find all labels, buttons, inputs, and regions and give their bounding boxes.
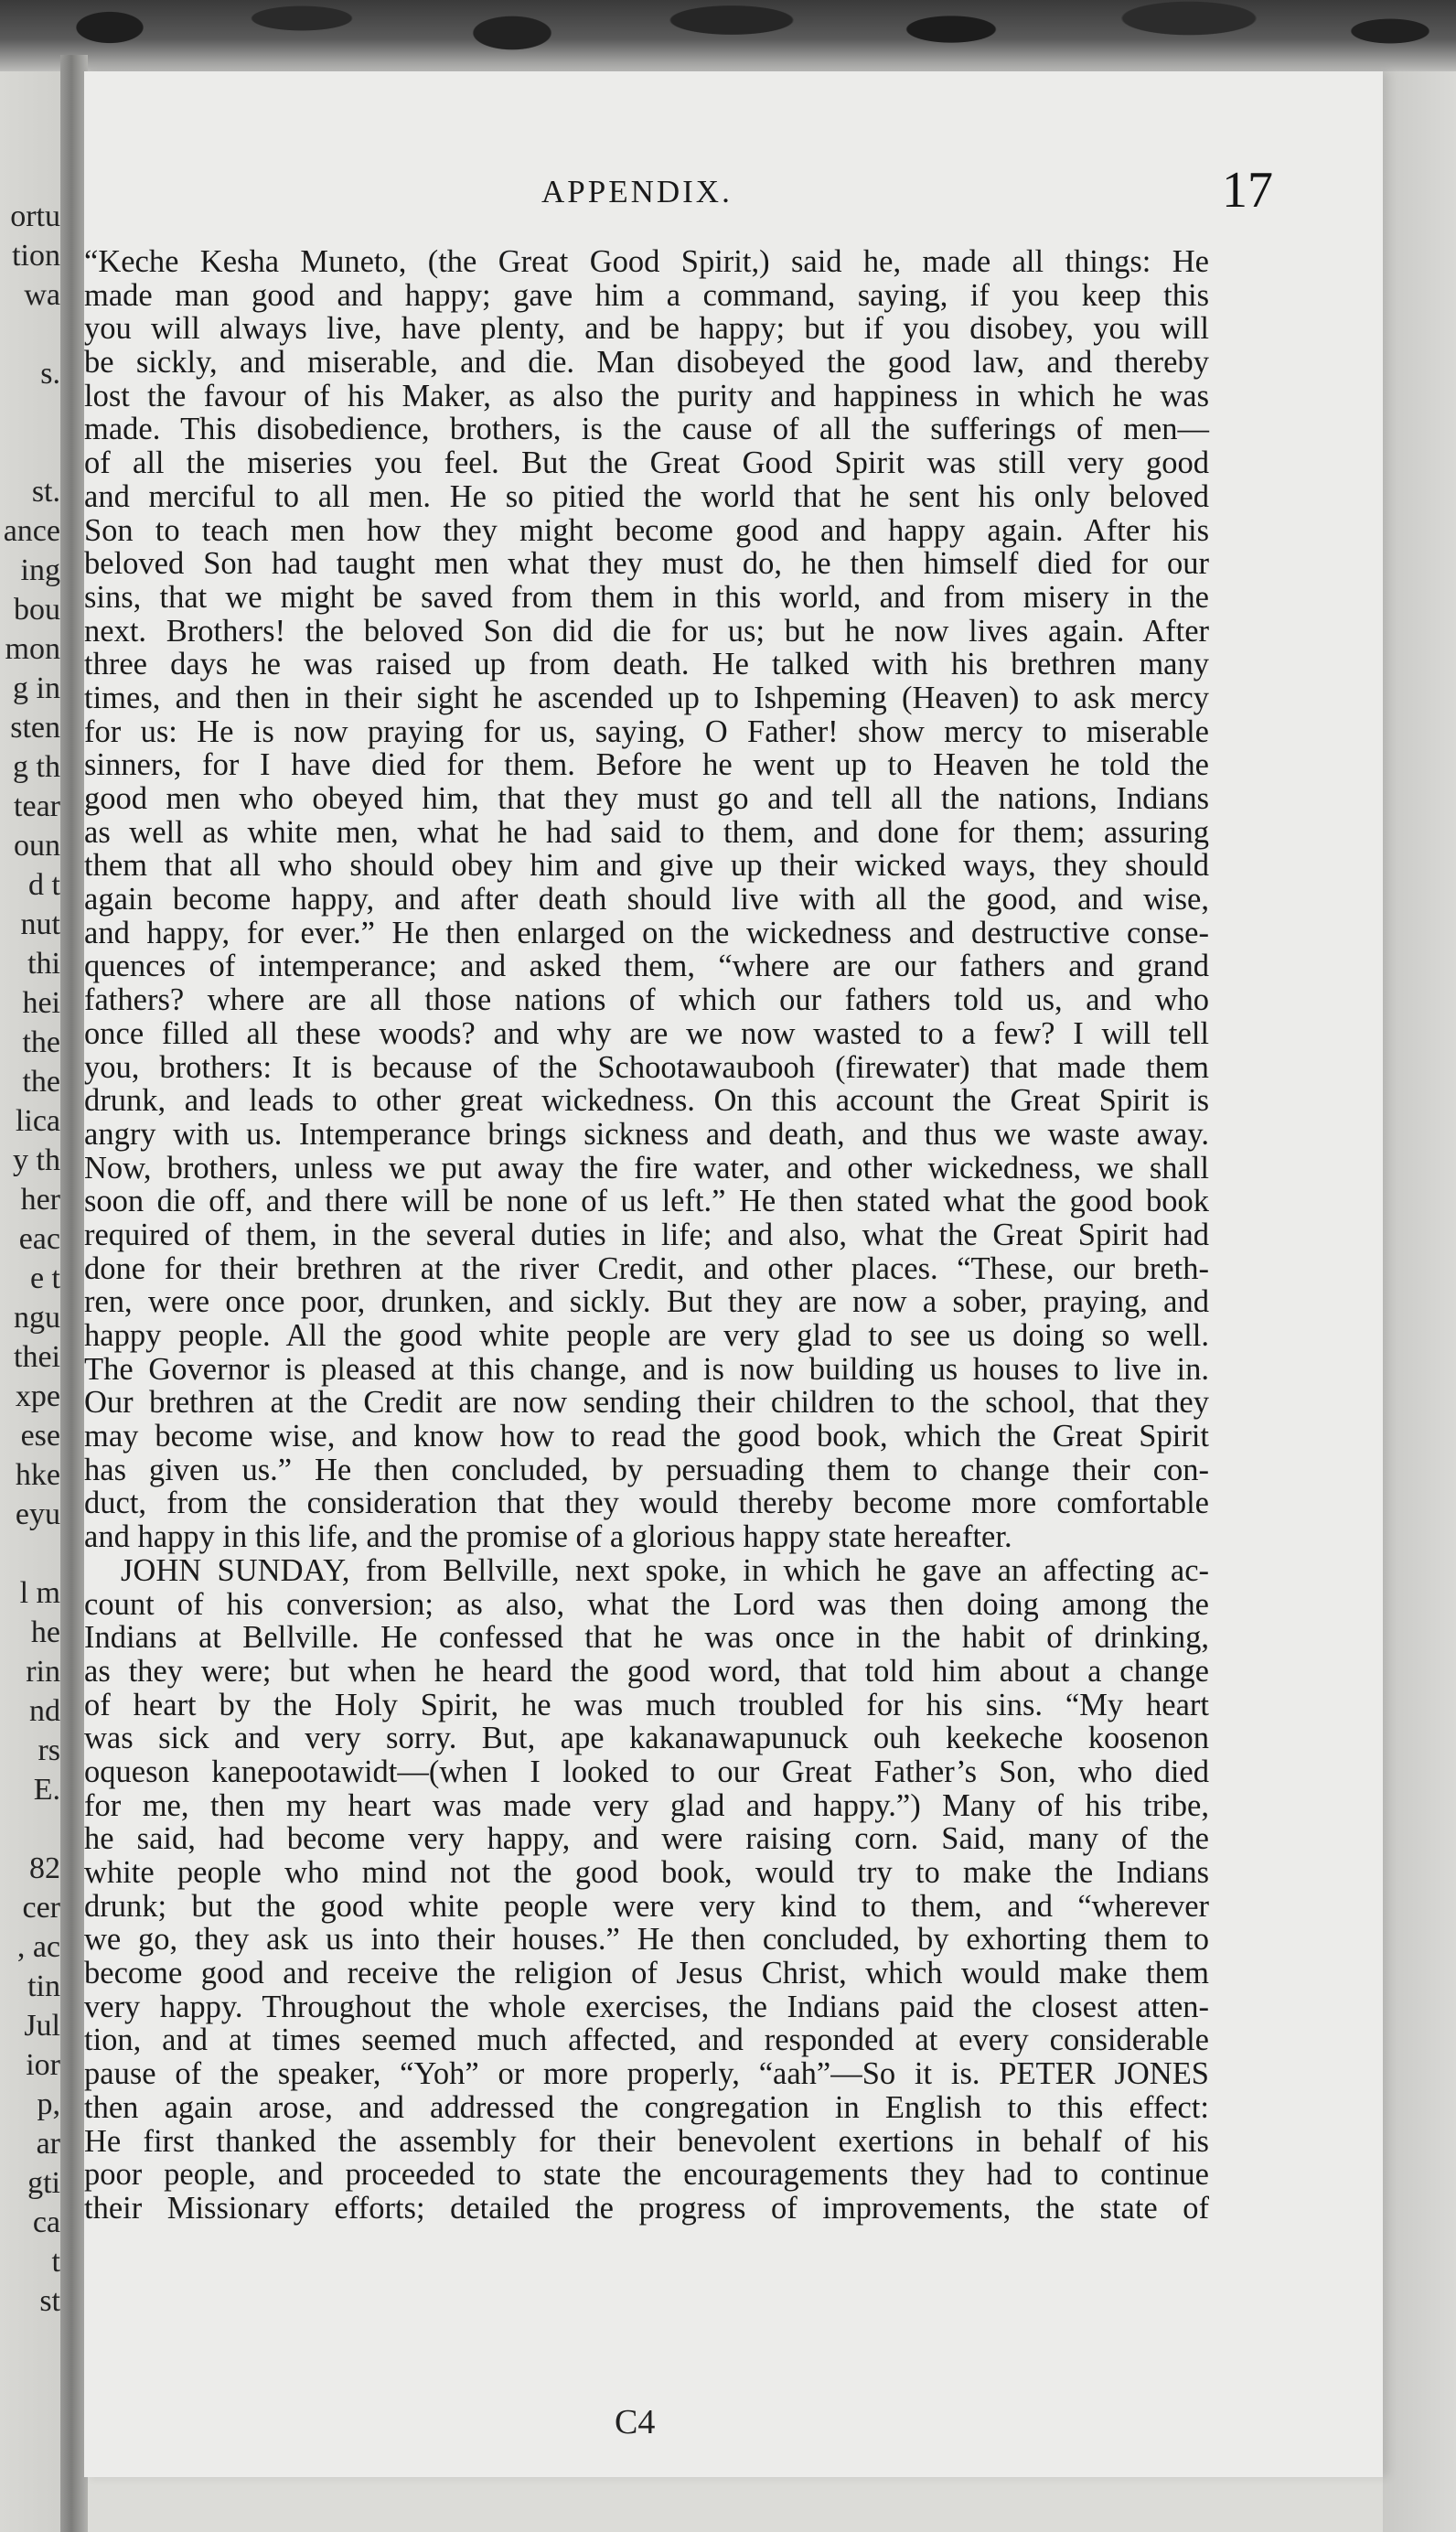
facing-page-fragment: oun	[14, 829, 60, 863]
text-line: as well as white men, what he had said to them, and done for them; assuring	[84, 814, 1209, 850]
text-line: them that all who should obey him and give up their wicked ways, they should	[84, 848, 1209, 884]
text-line: and happy in this life, and the promise of a glorious happy state hereafter.	[84, 1519, 1012, 1555]
text-line: tion, and at times seemed much affected, and responded at every considerable	[84, 2022, 1209, 2058]
text-line: beloved Son had taught men what they must do, he then himself died for our	[84, 546, 1209, 582]
facing-page-fragment: bou	[14, 593, 60, 627]
facing-page-fragment: d t	[28, 868, 60, 902]
facing-page-fragment: the	[22, 1025, 60, 1059]
facing-page-fragment: he	[30, 1615, 60, 1649]
running-head: APPENDIX.	[541, 174, 733, 209]
facing-page-fragment: t	[51, 2245, 60, 2279]
text-line: of heart by the Holy Spirit, he was much troubled for his sins. “My heart	[84, 1687, 1209, 1722]
facing-page-fragment: gti	[27, 2166, 60, 2200]
facing-page-fragment: rs	[37, 1733, 60, 1767]
text-line: then again arose, and addressed the congregation in English to this effect:	[84, 2089, 1209, 2125]
text-line: and happy, for ever.” He then enlarged on the wickedness and destructive conse-	[84, 915, 1209, 950]
signature-mark: C4	[615, 2403, 656, 2441]
text-line: count of his conversion; as also, what the Lord was then doing among the	[84, 1586, 1209, 1622]
facing-page-fragment: eac	[18, 1222, 60, 1256]
facing-page-fragment: lica	[15, 1104, 60, 1138]
right-margin-edge	[1383, 71, 1456, 2532]
facing-page-fragment: p,	[37, 2087, 60, 2121]
text-line: good men who obeyed him, that they must go and tell all the nations, Indians	[84, 781, 1209, 816]
text-line: JOHN SUNDAY, from Bellville, next spoke, in which he gave an affecting ac-	[121, 1552, 1209, 1588]
text-line: Indians at Bellville. He confessed that he was once in the habit of drinking,	[84, 1620, 1209, 1656]
text-line: drunk, and leads to other great wickedness. On this account the Great Spirit is	[84, 1083, 1209, 1119]
text-line: made. This disobedience, brothers, is the cause of all the sufferings of men—	[84, 412, 1209, 447]
facing-page-fragment: Jul	[24, 2009, 60, 2043]
facing-page-fragment: ar	[36, 2127, 60, 2161]
text-line: for us: He is now praying for us, saying, O Father! show mercy to miserable	[84, 713, 1209, 749]
text-line: poor people, and proceeded to state the encouragements they had to continue	[84, 2157, 1209, 2193]
text-line: happy people. All the good white people are very glad to see us doing so well.	[84, 1318, 1209, 1353]
text-line: made man good and happy; gave him a command, saying, if you keep this	[84, 277, 1209, 313]
text-line: The Governor is pleased at this change, and is now building us houses to live in.	[84, 1351, 1209, 1387]
text-line: required of them, in the several duties in life; and also, what the Great Spirit had	[84, 1217, 1209, 1252]
facing-page-fragment: 82	[29, 1851, 60, 1885]
facing-page-fragment: , ac	[16, 1930, 60, 1964]
text-line: done for their brethren at the river Credit, and other places. “These, our breth-	[84, 1250, 1209, 1286]
text-line: be sickly, and miserable, and die. Man disobeyed the good law, and thereby	[84, 345, 1209, 381]
text-line: Our brethren at the Credit are now sending their children to the school, that they	[84, 1385, 1209, 1421]
facing-page-fragment: ca	[32, 2205, 60, 2239]
text-line: their Missionary efforts; detailed the progress of improvements, the state of	[84, 2190, 1209, 2226]
page-header	[84, 162, 1383, 229]
text-line: he said, had become very happy, and were raising corn. Said, many of the	[84, 1821, 1209, 1857]
top-page-border	[0, 0, 1456, 71]
book-page	[84, 71, 1383, 2477]
body-text	[84, 245, 1209, 2226]
text-line: you will always live, have plenty, and be happy; but if you disobey, you will	[84, 311, 1209, 347]
text-line: sins, that we might be saved from them in this world, and from misery in the	[84, 579, 1209, 615]
text-line: ren, were once poor, drunken, and sickly. But they are now a sober, praying, and	[84, 1284, 1209, 1320]
facing-page-fragment: g in	[13, 671, 60, 705]
text-line: become good and receive the religion of Jesus Christ, which would make them	[84, 1956, 1209, 1991]
facing-page-fragment: ese	[20, 1419, 60, 1453]
facing-page-fragment: nd	[29, 1694, 60, 1728]
facing-page-fragment: e t	[29, 1261, 60, 1295]
text-line: fathers? where are all those nations of which our fathers told us, and who	[84, 982, 1209, 1018]
facing-page-fragment: thi	[27, 947, 60, 981]
facing-page-fragment: ior	[26, 2048, 60, 2082]
facing-page-fragment: tion	[12, 239, 60, 273]
text-line: again become happy, and after death should live with all the good, and wise,	[84, 882, 1209, 917]
facing-page-fragment: l m	[19, 1576, 60, 1610]
text-line: angry with us. Intemperance brings sickness and death, and thus we waste away.	[84, 1116, 1209, 1152]
text-line: and merciful to all men. He so pitied the world that he sent his only beloved	[84, 478, 1209, 514]
facing-page-fragment: st	[39, 2284, 60, 2318]
facing-page-fragment: sten	[10, 711, 60, 745]
facing-page-fragment: ance	[3, 514, 60, 548]
facing-page-fragment: s.	[40, 357, 60, 391]
text-line: may become wise, and know how to read the good book, which the Great Spirit	[84, 1419, 1209, 1454]
text-line: lost the favour of his Maker, as also the purity and happiness in which he was	[84, 378, 1209, 413]
text-line: drunk; but the good white people were very kind to them, and “wherever	[84, 1888, 1209, 1924]
text-line: has given us.” He then concluded, by persuading them to change their con-	[84, 1452, 1209, 1487]
facing-page-fragment: tin	[27, 1969, 60, 2003]
text-line: oqueson kanepootawidt—(when I looked to our Great Father’s Son, who died	[84, 1754, 1209, 1789]
text-line: times, and then in their sight he ascended up to Ishpeming (Heaven) to ask mercy	[84, 680, 1209, 715]
text-line: three days he was raised up from death. He talked with his brethren many	[84, 647, 1209, 682]
facing-page-fragment: st.	[31, 475, 60, 509]
text-line: we go, they ask us into their houses.” He then concluded, by exhorting them to	[84, 1922, 1209, 1958]
text-line: pause of the speaker, “Yoh” or more properly, “aah”—So it is. PETER JONES	[84, 2056, 1209, 2092]
text-line: was sick and very sorry. But, ape kakanawapunuck ouh keekeche koosenon	[84, 1721, 1209, 1756]
text-line: of all the miseries you feel. But the Great Good Spirit was still very good	[84, 445, 1209, 481]
facing-page-fragment: thei	[14, 1340, 60, 1374]
facing-page-edge	[0, 71, 64, 2532]
facing-page-fragment: xpe	[15, 1379, 60, 1413]
page-number: 17	[1222, 162, 1273, 219]
text-line: once filled all these woods? and why are we now wasted to a few? I will tell	[84, 1015, 1209, 1051]
text-line: He first thanked the assembly for their benevolent exertions in behalf of his	[84, 2123, 1209, 2159]
facing-page-fragment: her	[20, 1183, 60, 1217]
facing-page-fragment: hke	[15, 1458, 60, 1492]
text-line: for me, then my heart was made very glad and happy.”) Many of his tribe,	[84, 1787, 1209, 1823]
text-line: next. Brothers! the beloved Son did die for us; but he now lives again. After	[84, 613, 1209, 649]
facing-page-fragment: cer	[22, 1891, 60, 1925]
facing-page-fragment: E.	[33, 1773, 60, 1807]
facing-page-fragment: ortu	[10, 199, 60, 233]
text-line: “Keche Kesha Muneto, (the Great Good Spirit,) said he, made all things: He	[84, 244, 1209, 279]
text-line: Son to teach men how they might become good and happy again. After his	[84, 512, 1209, 548]
facing-page-fragment: ing	[20, 553, 60, 587]
facing-page-fragment: nut	[20, 907, 60, 941]
facing-page-fragment: rin	[26, 1655, 60, 1689]
facing-page-fragment: g th	[13, 750, 60, 784]
facing-page-fragment: y th	[13, 1143, 60, 1177]
facing-page-fragment: eyu	[15, 1497, 60, 1531]
text-line: duct, from the consideration that they would thereby become more comfortable	[84, 1486, 1209, 1521]
facing-page-fragment: ngu	[14, 1301, 60, 1335]
facing-page-fragment: wa	[24, 278, 60, 312]
facing-page-fragment: mon	[5, 632, 60, 666]
text-line: you, brothers: It is because of the Schootawaubooh (firewater) that made them	[84, 1049, 1209, 1085]
text-line: soon die off, and there will be none of us left.” He then stated what the good book	[84, 1184, 1209, 1219]
text-line: as they were; but when he heard the good word, that told him about a change	[84, 1653, 1209, 1689]
facing-page-fragment: the	[22, 1065, 60, 1099]
facing-page-fragment: hei	[22, 986, 60, 1020]
text-line: sinners, for I have died for them. Before he went up to Heaven he told the	[84, 747, 1209, 783]
text-line: white people who mind not the good book, would try to make the Indians	[84, 1855, 1209, 1890]
facing-page-fragment: tear	[14, 789, 60, 823]
text-line: Now, brothers, unless we put away the fire water, and other wickedness, we shall	[84, 1150, 1209, 1186]
text-line: quences of intemperance; and asked them, “where are our fathers and grand	[84, 949, 1209, 984]
text-line: very happy. Throughout the whole exercises, the Indians paid the closest atten-	[84, 1989, 1209, 2024]
